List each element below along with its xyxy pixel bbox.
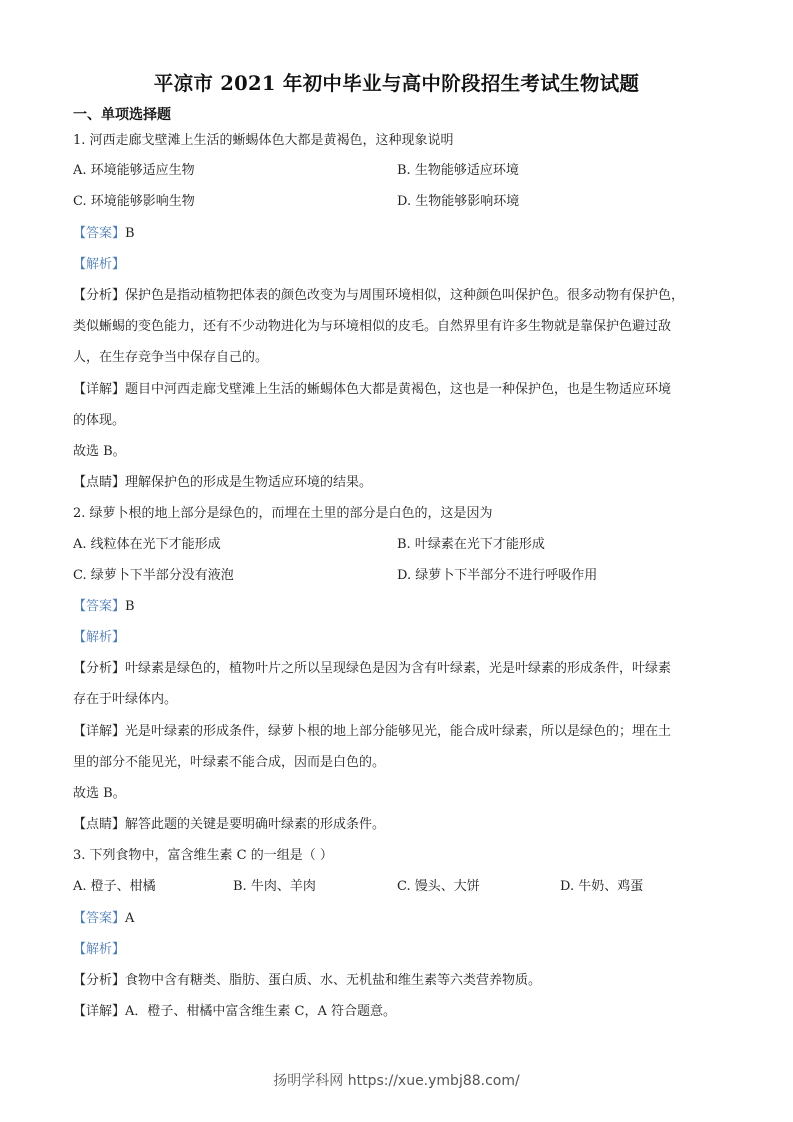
fenxi-text: 保护色是指动植物把体表的颜色改变为与周围环境相似，这种颜色叫保护色。很多动物有保护色， <box>125 288 685 303</box>
dianjing-label: 【点睛】 <box>73 817 126 832</box>
question-2-fenxi-line-2: 存在于叶绿体内。 <box>73 692 178 707</box>
question-2-conclusion: 故选 B。 <box>73 786 126 801</box>
question-1-stem: 1. 河西走廊戈壁滩上生活的蜥蜴体色大都是黄褐色，这种现象说明 <box>73 133 454 148</box>
question-3-analysis-label: 【解析】 <box>73 942 126 957</box>
question-2-stem: 2. 绿萝卜根的地上部分是绿色的，而埋在土里的部分是白色的，这是因为 <box>73 506 493 521</box>
question-3-xiangjie-line-1 <box>73 1003 396 1021</box>
question-3-fenxi-line-1 <box>73 972 541 990</box>
fenxi-text: 食物中含有糖类、脂肪、蛋白质、水、无机盐和维生素等六类营养物质。 <box>125 973 542 988</box>
question-1-dianjing <box>73 474 372 492</box>
answer-value: B <box>125 599 135 614</box>
question-2-xiangjie-line-2: 里的部分不能见光，叶绿素不能合成，因而是白色的。 <box>73 755 386 770</box>
fenxi-label: 【分析】 <box>73 661 126 676</box>
question-2-fenxi-line-1 <box>73 660 671 678</box>
question-3-option-a: A. 橙子、柑橘 <box>73 879 156 894</box>
question-3-option-c: C. 馒头、大饼 <box>397 879 480 894</box>
question-1-fenxi-line-2: 类似蜥蜴的变色能力，还有不少动物进化为与环境相似的皮毛。自然界里有许多生物就是靠保护色避过敌 <box>73 319 672 334</box>
question-2-dianjing <box>73 816 385 834</box>
question-2-analysis-label: 【解析】 <box>73 630 126 645</box>
question-1-option-c: C. 环境能够影响生物 <box>73 194 195 209</box>
xiangjie-label: 【详解】 <box>73 1004 126 1019</box>
question-2-option-a: A. 线粒体在光下才能形成 <box>73 537 221 552</box>
fenxi-label: 【分析】 <box>73 973 126 988</box>
answer-value: A <box>125 911 135 926</box>
xiangjie-text: A．橙子、柑橘中富含维生素 C，A 符合题意。 <box>125 1004 397 1019</box>
question-2-option-b: B. 叶绿素在光下才能形成 <box>397 537 545 552</box>
xiangjie-text: 光是叶绿素的形成条件，绿萝卜根的地上部分能够见光，能合成叶绿素，所以是绿色的；埋在土 <box>125 724 672 739</box>
question-3-option-d: D. 牛奶、鸡蛋 <box>560 879 644 894</box>
question-1-xiangjie-line-1 <box>73 381 671 399</box>
fenxi-label: 【分析】 <box>73 288 126 303</box>
answer-value: B <box>125 226 135 241</box>
answer-label: 【答案】 <box>73 599 126 614</box>
question-3-stem: 3. 下列食物中，富含维生素 C 的一组是（ ） <box>73 848 333 863</box>
question-3-option-b: B. 牛肉、羊肉 <box>233 879 316 894</box>
question-1-fenxi-line-1 <box>73 287 684 305</box>
dianjing-label: 【点睛】 <box>73 475 126 490</box>
footer-watermark: 扬明学科网 https://xue.ymbj88.com/ <box>273 1073 520 1089</box>
question-2-xiangjie-line-1 <box>73 723 671 741</box>
section-heading: 一、单项选择题 <box>73 107 171 123</box>
answer-label: 【答案】 <box>73 226 126 241</box>
question-1-analysis-label: 【解析】 <box>73 257 126 272</box>
question-3-answer <box>73 910 134 928</box>
dianjing-text: 理解保护色的形成是生物适应环境的结果。 <box>125 475 373 490</box>
question-1-conclusion: 故选 B。 <box>73 444 126 459</box>
question-2-answer <box>73 598 135 616</box>
question-2-option-c: C. 绿萝卜下半部分没有液泡 <box>73 568 234 583</box>
answer-label: 【答案】 <box>73 911 126 926</box>
page-title: 平凉市 2021 年初中毕业与高中阶段招生考试生物试题 <box>153 72 640 95</box>
xiangjie-label: 【详解】 <box>73 724 126 739</box>
question-1-answer <box>73 225 135 243</box>
question-1-option-a: A. 环境能够适应生物 <box>73 163 195 178</box>
dianjing-text: 解答此题的关键是要明确叶绿素的形成条件。 <box>125 817 386 832</box>
question-1-option-b: B. 生物能够适应环境 <box>397 163 519 178</box>
question-1-option-d: D. 生物能够影响环境 <box>397 194 520 209</box>
question-1-xiangjie-line-2: 的体现。 <box>73 413 126 428</box>
xiangjie-label: 【详解】 <box>73 382 126 397</box>
xiangjie-text: 题目中河西走廊戈壁滩上生活的蜥蜴体色大都是黄褐色，这也是一种保护色，也是生物适应环境 <box>125 382 672 397</box>
question-1-fenxi-line-3: 人，在生存竞争当中保存自己的。 <box>73 350 269 365</box>
question-2-option-d: D. 绿萝卜下半部分不进行呼吸作用 <box>397 568 598 583</box>
fenxi-text: 叶绿素是绿色的，植物叶片之所以呈现绿色是因为含有叶绿素，光是叶绿素的形成条件，叶绿素 <box>125 661 672 676</box>
